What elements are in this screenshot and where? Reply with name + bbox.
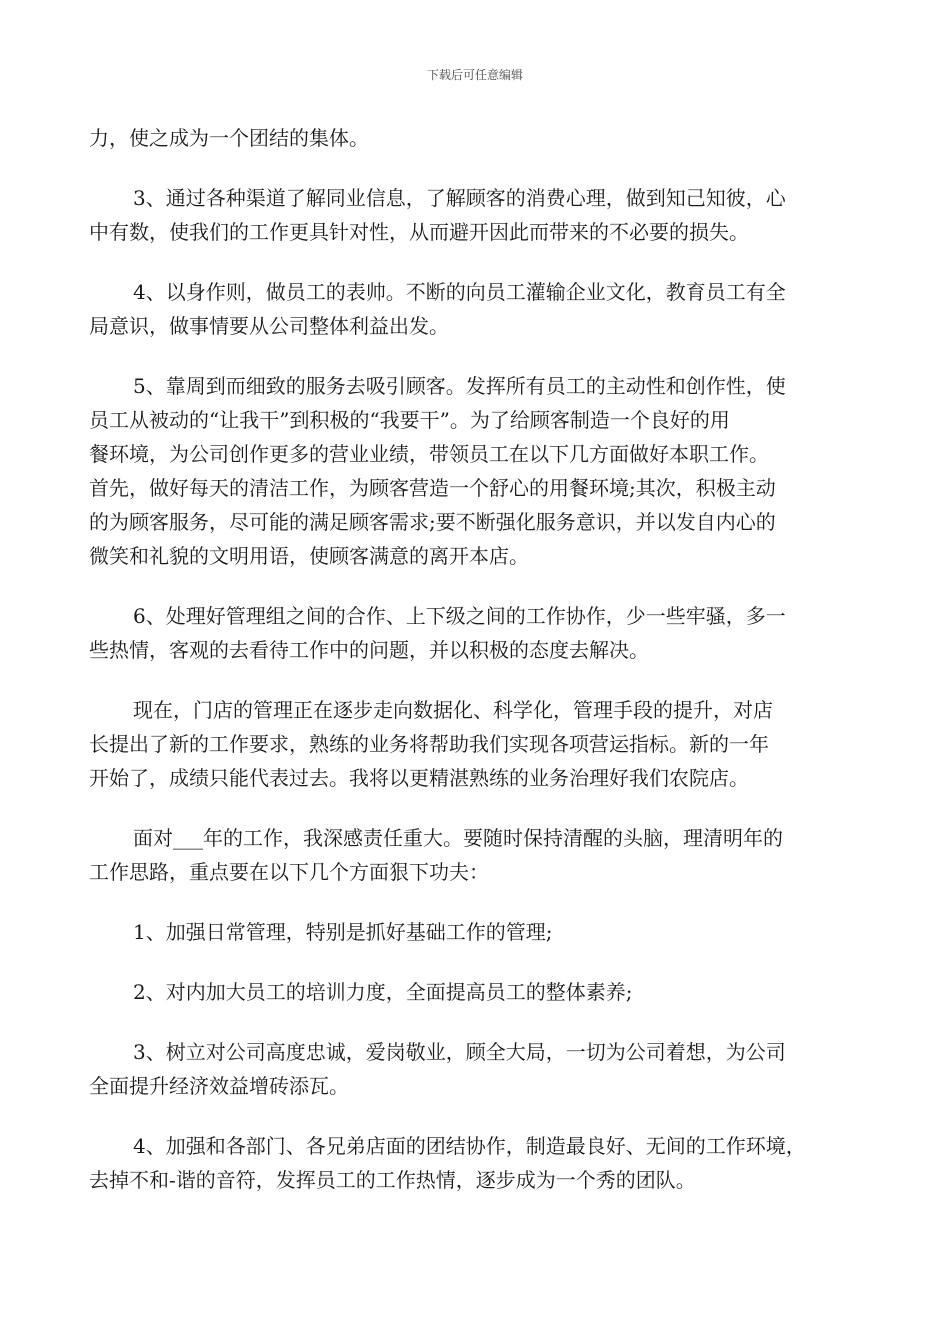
text-line: 些热情，客观的去看待工作中的问题，并以积极的态度去解决。 [89,638,649,662]
text-line: 局意识，做事情要从公司整体利益出发。 [89,314,449,338]
text-line: 2、对内加大员工的培训力度，全面提高员工的整体素养; [133,980,633,1004]
paragraph [89,599,864,667]
paragraph [89,1129,864,1197]
paragraph [89,121,864,155]
paragraph [89,975,864,1009]
text-line: 面对___年的工作，我深感责任重大。要随时保持清醒的头脑，理清明年的 [133,826,783,850]
text-line: 员工从被动的“让我干”到积极的“我要干”。为了给顾客制造一个良好的用 [89,408,730,432]
text-line: 中有数，使我们的工作更具针对性，从而避开因此而带来的不必要的损失。 [89,220,749,244]
paragraph [89,915,864,949]
text-line: 现在，门店的管理正在逐步走向数据化、科学化，管理手段的提升，对店 [133,698,773,722]
paragraph [89,1035,864,1103]
text-line: 长提出了新的工作要求，熟练的业务将帮助我们实现各项营运指标。新的一年 [89,732,769,756]
text-line: 力，使之成为一个团结的集体。 [89,126,369,150]
text-line: 微笑和礼貌的文明用语，使顾客满意的离开本店。 [89,544,529,568]
paragraph [89,821,864,889]
text-line: 1、加强日常管理，特别是抓好基础工作的管理; [133,920,553,944]
document-body [89,121,864,1223]
text-line: 开始了，成绩只能代表过去。我将以更精湛熟练的业务治理好我们农院店。 [89,766,749,790]
page-header: 下载后可任意编辑 [426,68,523,82]
text-line: 6、处理好管理组之间的合作、上下级之间的工作协作，少一些牢骚，多一 [133,604,786,628]
paragraph [89,693,864,795]
text-line: 3、树立对公司高度忠诚，爱岗敬业，顾全大局，一切为公司着想，为公司 [133,1040,786,1064]
text-line: 餐环境，为公司创作更多的营业业绩，带领员工在以下几方面做好本职工作。 [89,442,769,466]
text-line: 去掉不和-谐的音符，发挥员工的工作热情，逐步成为一个秀的团队。 [89,1168,696,1192]
text-line: 工作思路，重点要在以下几个方面狠下功夫： [89,860,489,884]
text-line: 4、以身作则，做员工的表帅。不断的向员工灌输企业文化，教育员工有全 [133,280,786,304]
text-line: 全面提升经济效益增砖添瓦。 [89,1074,349,1098]
paragraph [89,275,864,343]
text-line: 首先，做好每天的清洁工作，为顾客营造一个舒心的用餐环境;其次，积极主动 [89,476,776,500]
text-line: 3、通过各种渠道了解同业信息，了解顾客的消费心理，做到知己知彼，心 [133,186,786,210]
paragraph [89,181,864,249]
text-line: 5、靠周到而细致的服务去吸引顾客。发挥所有员工的主动性和创作性，使 [133,374,786,398]
text-line: 的为顾客服务，尽可能的满足顾客需求;要不断强化服务意识，并以发自内心的 [89,510,776,534]
text-line: 4、加强和各部门、各兄弟店面的团结协作，制造最良好、无间的工作环境， [133,1134,806,1158]
paragraph [89,369,864,573]
